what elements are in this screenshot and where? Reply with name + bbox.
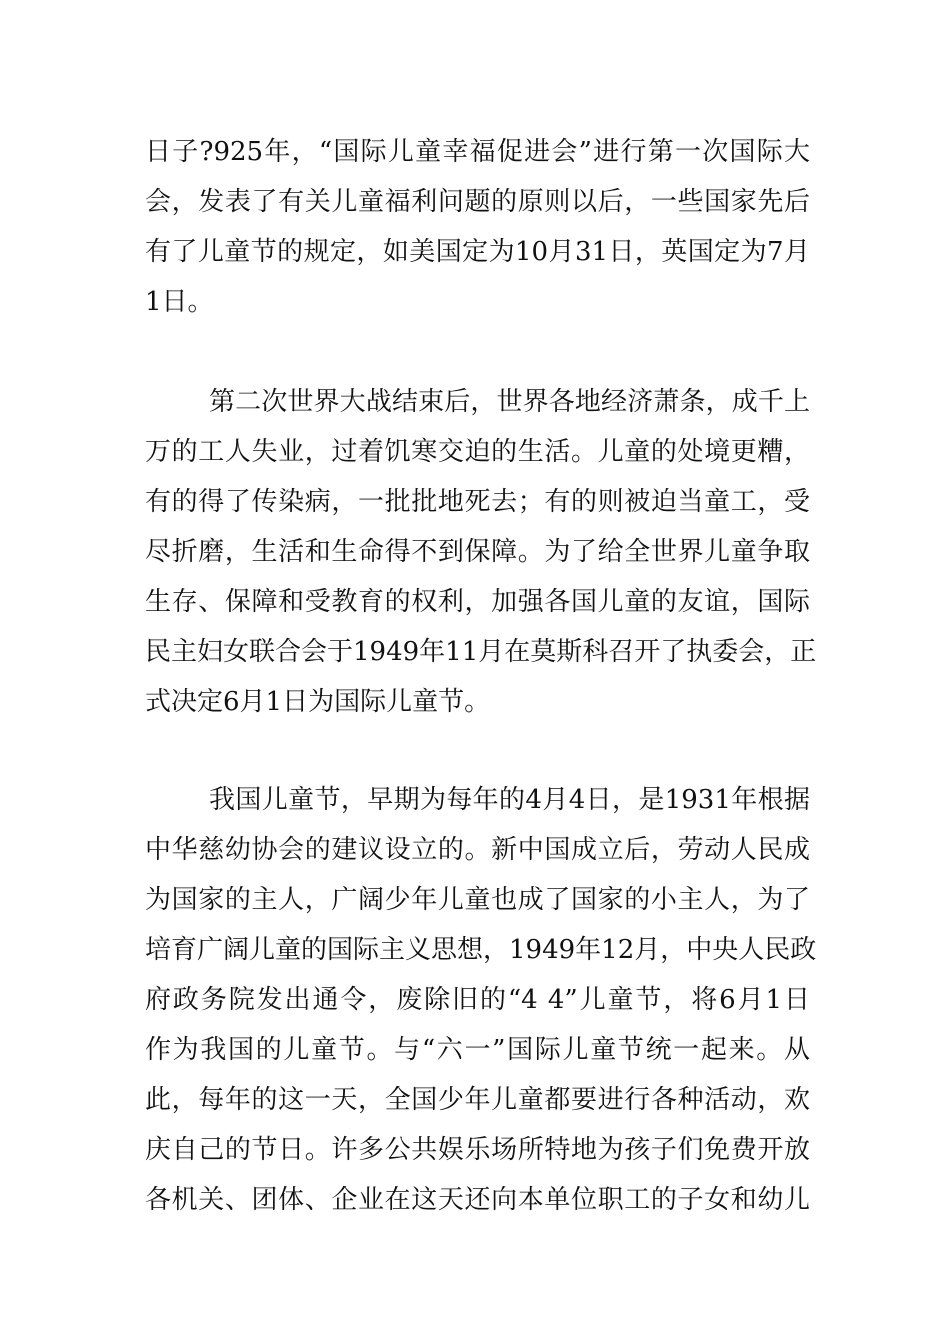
text-line: 有的得了传染病，一批批地死去；有的则被迫当童工，受 xyxy=(145,487,810,517)
text-line: 此，每年的这一天，全国少年儿童都要进行各种活动，欢 xyxy=(145,1085,810,1115)
text-line: 万的工人失业，过着饥寒交迫的生活。儿童的处境更糟， xyxy=(145,437,810,467)
text-line: 府政务院发出通令，废除旧的“4 4”儿童节，将6月1日 xyxy=(145,985,810,1015)
text-line: 各机关、团体、企业在这天还向本单位职工的子女和幼儿 xyxy=(145,1185,810,1215)
text-line: 有了儿童节的规定，如美国定为10月31日，英国定为7月 xyxy=(145,237,810,267)
text-line: 会，发表了有关儿童福利问题的原则以后，一些国家先后 xyxy=(145,187,810,217)
text-line: 第二次世界大战结束后，世界各地经济萧条，成千上 xyxy=(209,387,810,417)
text-line: 式决定6月1日为国际儿童节。 xyxy=(145,687,491,717)
text-line: 1日。 xyxy=(145,287,214,317)
text-line: 为国家的主人，广阔少年儿童也成了国家的小主人，为了 xyxy=(145,885,810,915)
text-line: 民主妇女联合会于1949年11月在莫斯科召开了执委会，正 xyxy=(145,637,817,667)
text-line: 生存、保障和受教育的权利，加强各国儿童的友谊，国际 xyxy=(145,587,810,617)
text-line: 日子?925年，“国际儿童幸福促进会”进行第一次国际大 xyxy=(145,137,810,167)
text-line: 庆自己的节日。许多公共娱乐场所特地为孩子们免费开放 xyxy=(145,1135,810,1165)
text-line: 尽折磨，生活和生命得不到保障。为了给全世界儿童争取 xyxy=(145,537,810,567)
text-line: 中华慈幼协会的建议设立的。新中国成立后，劳动人民成 xyxy=(145,835,810,865)
text-line: 作为我国的儿童节。与“六一”国际儿童节统一起来。从 xyxy=(145,1035,810,1065)
text-line: 我国儿童节，早期为每年的4月4日，是1931年根据 xyxy=(209,785,810,815)
text-line: 培育广阔儿童的国际主义思想，1949年12月，中央人民政 xyxy=(145,935,817,965)
